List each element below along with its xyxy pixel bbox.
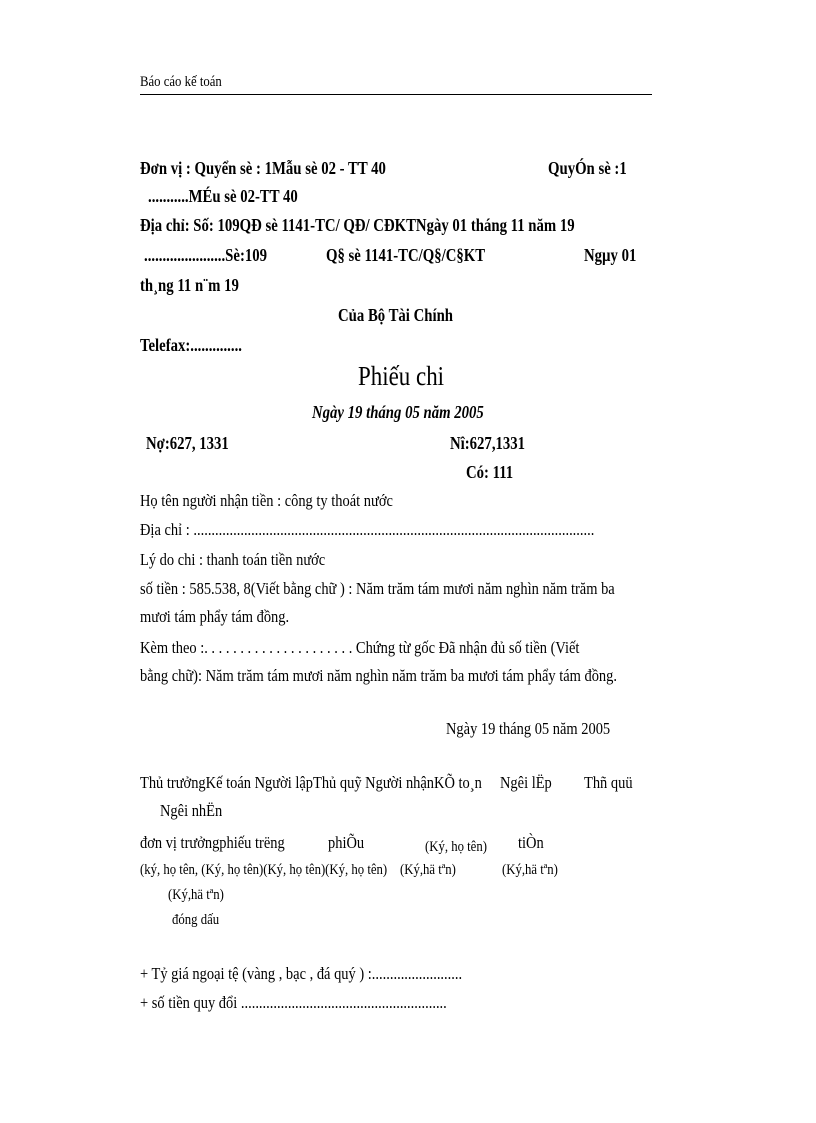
debit-accounts-right: Nî:627,1331	[450, 433, 526, 453]
voucher-title: Phiếu chi	[358, 361, 445, 391]
signature-sign-hint-1: (Ký, họ tên)	[425, 839, 487, 855]
signature-roles-row-3: đơn vị trưởngphiếu trëng	[140, 833, 285, 852]
telefax-line: Telefax:..............	[140, 335, 242, 355]
ministry-name: Của Bộ Tài Chính	[338, 305, 453, 325]
amount-line-2: mươi tám phẩy tám đồng.	[140, 607, 290, 626]
signature-role-voucher: phiÕu	[328, 833, 365, 852]
signature-roles-row-1: Thủ trưởngKế toán Người lậpThủ quỹ Người nhậnKÕ to¸n	[140, 773, 482, 792]
header-divider	[140, 94, 652, 95]
credit-account: Có: 111	[466, 462, 514, 482]
signature-role-receiver: Ngêi nhËn	[160, 801, 223, 820]
recipient-line: Họ tên người nhận tiền : công ty thoát nước	[140, 491, 393, 510]
signature-sign-hint-3: (Ký,hä tªn)	[502, 862, 558, 878]
amount-line-1: số tiền : 585.538, 8(Viết bằng chữ ) : Năm trăm tám mươi năm nghìn năm trăm ba	[140, 579, 615, 598]
signature-sign-hint-2: (Ký,hä tªn)	[400, 862, 456, 878]
attachment-line-1: Kèm theo :. . . . . . . . . . . . . . . . . . . . . Chứng từ gốc Đã nhận đủ số tiền (Viết	[140, 638, 580, 657]
report-header-title: Báo cáo kế toán	[140, 74, 222, 90]
signature-role-money: tiÒn	[518, 833, 544, 852]
converted-amount-line: + số tiền quy đổi .........................................................	[140, 993, 447, 1012]
voucher-date: Ngày 19 tháng 05 năm 2005	[312, 402, 484, 422]
org-date-day: Ngµy 01	[584, 245, 637, 265]
signature-stamp-note: đóng dấu	[172, 912, 220, 928]
signature-date: Ngày 19 tháng 05 năm 2005	[446, 719, 611, 738]
debit-accounts-left: Nợ:627, 1331	[146, 433, 229, 453]
org-book-number: QuyÓn sè :1	[548, 158, 627, 178]
signature-sign-hint-4: (Ký,hä tªn)	[168, 887, 224, 903]
org-form-number: ...........MÉu sè 02-TT 40	[148, 186, 298, 206]
org-line-unit: Đơn vị : Quyển sè : 1Mẫu sè 02 - TT 40	[140, 158, 386, 178]
attachment-line-2: bằng chữ): Năm trăm tám mươi năm nghìn năm trăm ba mươi tám phẩy tám đồng.	[140, 666, 617, 685]
org-date-month-year: th¸ng 11 n¨m 19	[140, 275, 239, 295]
exchange-rate-line: + Tỷ giá ngoại tệ (vàng , bạc , đá quý ) :.........................	[140, 964, 463, 983]
address-line: Địa chỉ : ...............................................................................................................	[140, 520, 595, 539]
org-address-line: Địa chỉ: Số: 109QĐ sè 1141-TC/ QĐ/ CĐKTNgày 01 tháng 11 năm 19	[140, 215, 575, 235]
org-decision-line: Q§ sè 1141-TC/Q§/C§KT	[326, 245, 486, 265]
org-number-line: ......................Sè:109	[144, 245, 267, 265]
signature-sign-hints-row: (ký, họ tên, (Ký, họ tên)(Ký, họ tên)(Ký, họ tên)	[140, 862, 388, 878]
reason-line: Lý do chi : thanh toán tiền nước	[140, 550, 326, 569]
signature-role-preparer: Ngêi lËp	[500, 773, 552, 792]
signature-role-cashier: Thñ quü	[584, 773, 633, 792]
